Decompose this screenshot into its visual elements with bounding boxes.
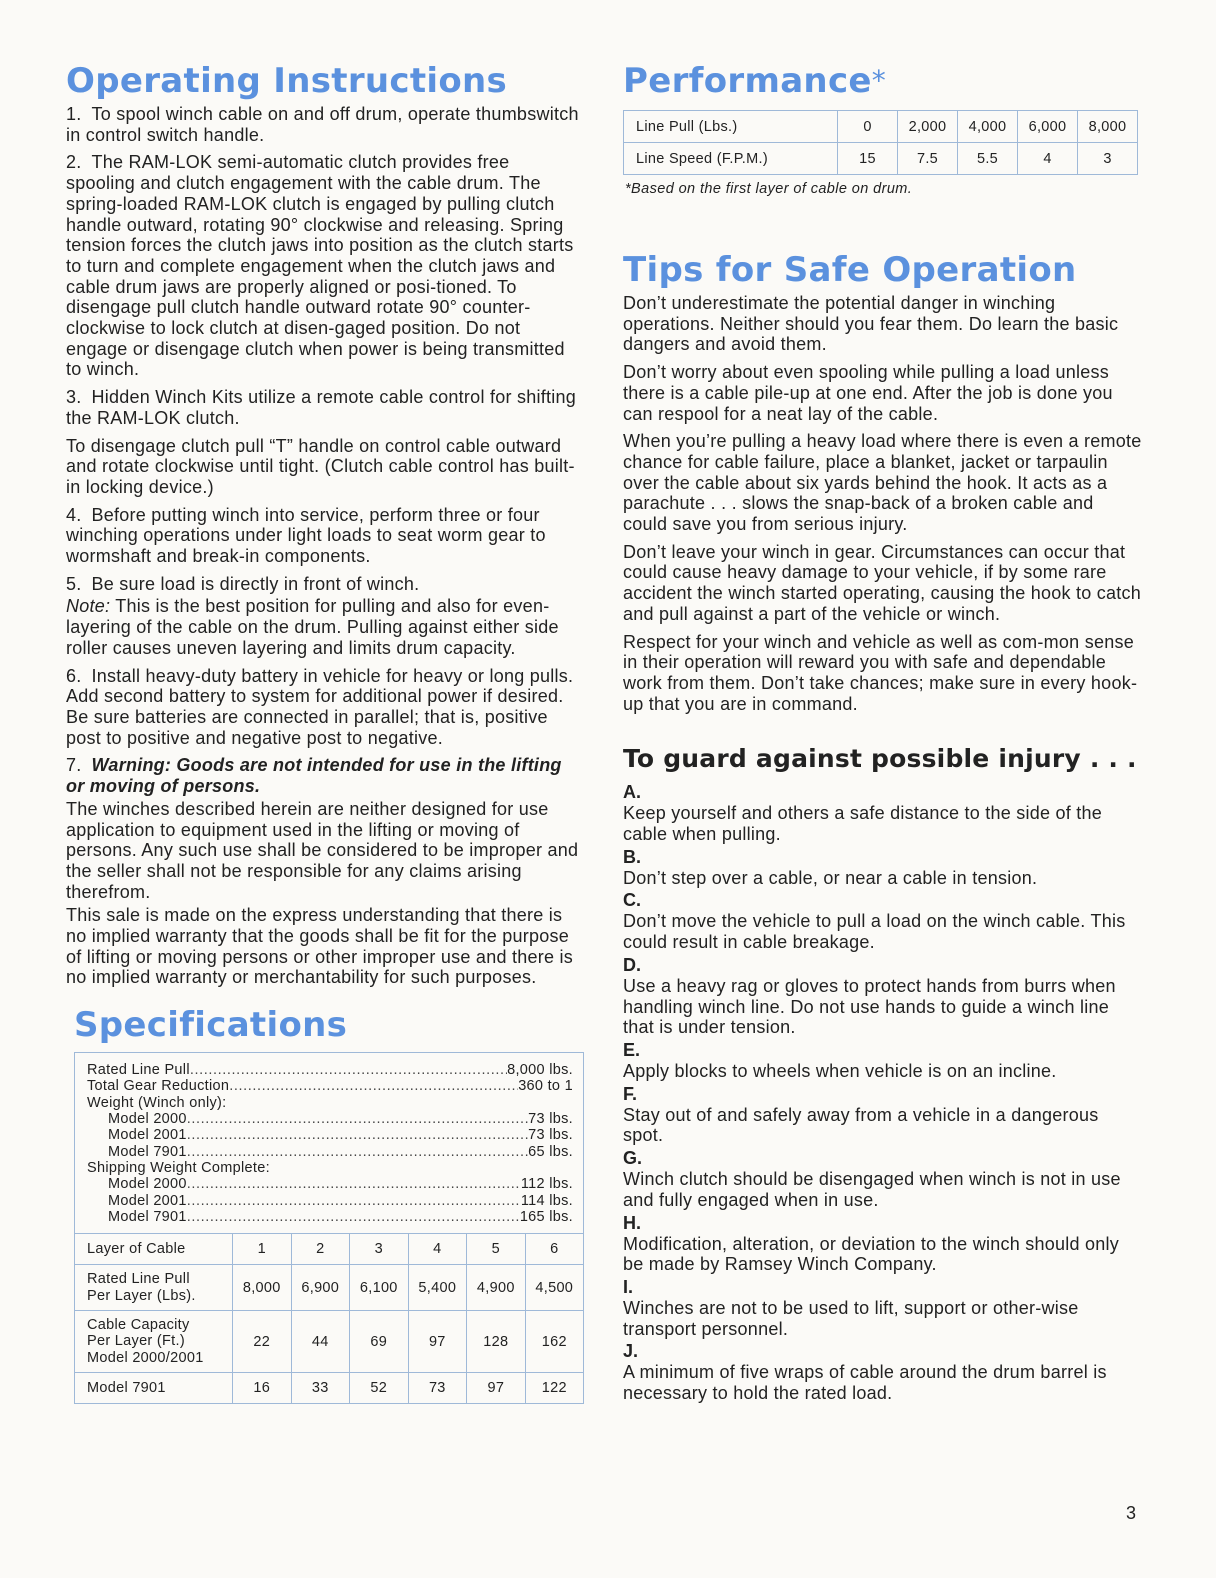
guard-letter: J. bbox=[623, 1341, 639, 1362]
layer-cell: 1 bbox=[233, 1234, 292, 1265]
layer-cell: 6 bbox=[525, 1234, 583, 1265]
pull-cell: 8,000 bbox=[233, 1265, 292, 1311]
model7901-cell: 52 bbox=[350, 1373, 409, 1403]
table-row bbox=[75, 1373, 583, 1403]
spec-weight-label: Weight (Winch only): bbox=[87, 1094, 227, 1111]
model7901-cell: 73 bbox=[408, 1373, 467, 1403]
tips-heading: Tips for Safe Operation bbox=[623, 250, 1077, 290]
layer-cell: 2 bbox=[291, 1234, 350, 1265]
line-pull-label: Line Pull (Lbs.) bbox=[624, 111, 838, 143]
capacity-cell: 162 bbox=[525, 1311, 583, 1373]
pull-cell: 6,100 bbox=[350, 1265, 409, 1311]
table-row bbox=[624, 111, 1138, 143]
guard-text: Don’t move the vehicle to pull a load on the winch cable. This could result in cable breakage. bbox=[623, 911, 1126, 953]
line-pull-cell: 0 bbox=[838, 111, 898, 143]
capacity-label: Cable Capacity Per Layer (Ft.) Model 2000/2001 bbox=[75, 1311, 233, 1373]
page-number: 3 bbox=[1126, 1503, 1137, 1523]
pull-cell: 4,500 bbox=[525, 1265, 583, 1311]
line-speed-cell: 3 bbox=[1078, 143, 1138, 175]
capacity-cell: 97 bbox=[408, 1311, 467, 1373]
tip-paragraph: When you’re pulling a heavy load where there is even a remote chance for cable failure, place a blanket, jacket or tarpaulin over the cable about six yards behind the hook. It acts as a parachute . . . slows the snap-back of a broken cable and could save you from serious injury. bbox=[623, 431, 1142, 535]
table-row bbox=[624, 143, 1138, 175]
tip-paragraph: Don’t leave your winch in gear. Circumstances can occur that could cause heavy damage to your vehicle, if by some rare accident the winch started operating, causing the hook to catch and pull against a part of the vehicle or winch. bbox=[623, 541, 1142, 624]
capacity-cell: 22 bbox=[233, 1311, 292, 1373]
line-pull-cell: 4,000 bbox=[958, 111, 1018, 143]
guard-text: Winch clutch should be disengaged when winch is not in use and fully engaged when in use. bbox=[623, 1169, 1121, 1210]
performance-footnote: *Based on the first layer of cable on drum. bbox=[625, 181, 913, 197]
pull-cell: 5,400 bbox=[408, 1265, 467, 1311]
line-speed-cell: 4 bbox=[1018, 143, 1078, 175]
guard-heading: To guard against possible injury . . . bbox=[623, 744, 1137, 774]
instruction-5: 5. Be sure load is directly in front of winch. bbox=[66, 573, 420, 594]
spec-weight-7901: Model 7901 ..... 65 lbs. bbox=[87, 1144, 573, 1160]
guard-letter: B. bbox=[623, 846, 641, 867]
guard-text: A minimum of five wraps of cable around the drum barrel is necessary to hold the rated load. bbox=[623, 1362, 1107, 1404]
instruction-3b: To disengage clutch pull “T” handle on control cable outward and rotate clockwise until tight. (Clutch cable control has built-in locking device.) bbox=[66, 435, 575, 497]
instruction-7-text: The winches described herein are neither designed for use application to equipment used in the lifting or moving of persons. Any such use shall be considered to be improper and the seller shall not be responsible for any claims arising therefrom. bbox=[66, 798, 579, 902]
guard-text: Don’t step over a cable, or near a cable in tension. bbox=[623, 867, 1038, 888]
instruction-5-note: Note: This is the best position for pulling and also for even-layering of the cable on the drum. Pulling against either side roller causes uneven layering and limits drum capacity. bbox=[66, 596, 559, 658]
spec-shipping-label: Shipping Weight Complete: bbox=[87, 1159, 270, 1176]
guard-text: Modification, alteration, or deviation to the winch should only be made by Ramsey Winch Company. bbox=[623, 1233, 1120, 1275]
right-column bbox=[623, 58, 1143, 1406]
instruction-6: 6. Install heavy-duty battery in vehicle for heavy or long pulls. Add second battery to system for additional power if desired. Be sure batteries are connected in parallel; that is, positive post to positive and negative post to negative. bbox=[66, 665, 574, 748]
guard-text: Stay out of and safely away from a vehicle in a dangerous spot. bbox=[623, 1104, 1099, 1146]
instruction-4: 4. Before putting winch into service, perform three or four winching operations under light loads to seat worm gear to wormshaft and break-in components. bbox=[66, 504, 546, 567]
line-speed-cell: 15 bbox=[838, 143, 898, 175]
specifications-heading: Specifications bbox=[74, 1005, 348, 1046]
model7901-label: Model 7901 bbox=[75, 1373, 233, 1403]
capacity-cell: 44 bbox=[291, 1311, 350, 1373]
guard-text: Apply blocks to wheels when vehicle is on an incline. bbox=[623, 1060, 1057, 1081]
instruction-1: 1. To spool winch cable on and off drum, operate thumbswitch in control switch handle. bbox=[66, 104, 579, 145]
guard-letter: A. bbox=[623, 782, 641, 803]
line-pull-cell: 8,000 bbox=[1078, 111, 1138, 143]
instruction-7-warning: 7. Warning: Goods are not intended for use in the lifting or moving of persons. bbox=[66, 755, 562, 797]
model7901-cell: 33 bbox=[291, 1373, 350, 1403]
pull-cell: 6,900 bbox=[291, 1265, 350, 1311]
capacity-cell: 69 bbox=[350, 1311, 409, 1373]
table-row bbox=[75, 1311, 583, 1373]
model7901-cell: 16 bbox=[233, 1373, 292, 1403]
instruction-2: 2. The RAM-LOK semi-automatic clutch provides free spooling and clutch engagement with the cable drum. The spring-loaded RAM-LOK clutch is engaged by pulling clutch handle outward, rotating 90° clockwise and releasing. Spring tension forces the clutch jaws into position as the clutch starts to turn and complete engagement when the clutch jaws and cable drum jaws are properly aligned or posi-tioned. To disengage pull clutch handle outward rotate 90° counter-clockwise to lock clutch at disen-gaged position. Do not engage or disengage clutch when power is being transmitted to winch. bbox=[66, 152, 574, 380]
tip-paragraph: Don’t underestimate the potential danger in winching operations. Neither should you fear them. Do learn the basic dangers and avoid them. bbox=[623, 293, 1119, 355]
instruction-7-warranty: This sale is made on the express understanding that there is no implied warranty that the goods shall be fit for the purpose of lifting or moving persons or other improper use and there is no implied warranty or merchantability for such purposes. bbox=[66, 905, 573, 988]
guard-letter: G. bbox=[623, 1148, 643, 1169]
left-column bbox=[66, 58, 582, 1404]
guard-text: Use a heavy rag or gloves to protect hands from burrs when handling winch line. Do not use hands to guide a winch line that is under tension. bbox=[623, 975, 1116, 1038]
line-pull-cell: 6,000 bbox=[1018, 111, 1078, 143]
model7901-cell: 122 bbox=[525, 1373, 583, 1403]
layer-label: Layer of Cable bbox=[75, 1234, 233, 1265]
line-speed-cell: 5.5 bbox=[958, 143, 1018, 175]
spec-shipping-2001: Model 2001 ..... 114 lbs. bbox=[87, 1193, 573, 1209]
line-pull-cell: 2,000 bbox=[898, 111, 958, 143]
pull-label: Rated Line Pull Per Layer (Lbs). bbox=[75, 1265, 233, 1311]
table-row bbox=[75, 1234, 583, 1265]
guard-text: Keep yourself and others a safe distance to the side of the cable when pulling. bbox=[623, 803, 1103, 845]
spec-gear-reduction: Total Gear Reduction ..... 360 to 1 bbox=[87, 1078, 573, 1094]
spec-weight-2000: Model 2000 ..... 73 lbs. bbox=[87, 1111, 573, 1127]
guard-letter: H. bbox=[623, 1212, 641, 1233]
pull-cell: 4,900 bbox=[467, 1265, 526, 1311]
specifications-box bbox=[74, 1052, 584, 1403]
spec-weight-2001: Model 2001 ..... 73 lbs. bbox=[87, 1127, 573, 1143]
performance-heading: Performance* bbox=[623, 61, 887, 101]
instruction-3: 3. Hidden Winch Kits utilize a remote cable control for shifting the RAM-LOK clutch. bbox=[66, 387, 576, 428]
model7901-cell: 97 bbox=[467, 1373, 526, 1403]
guard-list bbox=[623, 782, 1143, 1403]
tip-paragraph: Respect for your winch and vehicle as well as com-mon sense in their operation will reward you with safe and dependable work from them. Don’t take chances; make sure in every hook-up that you are in command. bbox=[623, 631, 1138, 714]
layer-cell: 4 bbox=[408, 1234, 467, 1265]
guard-letter: D. bbox=[623, 954, 641, 975]
layer-cell: 5 bbox=[467, 1234, 526, 1265]
spec-shipping-2000: Model 2000 ..... 112 lbs. bbox=[87, 1176, 573, 1192]
line-speed-cell: 7.5 bbox=[898, 143, 958, 175]
layer-cell: 3 bbox=[350, 1234, 409, 1265]
guard-letter: C. bbox=[623, 890, 641, 911]
table-row bbox=[75, 1265, 583, 1311]
spec-rated-line-pull: Rated Line Pull ..... 8,000 lbs. bbox=[87, 1062, 573, 1078]
operating-instructions-heading: Operating Instructions bbox=[66, 61, 508, 101]
spec-list bbox=[75, 1053, 583, 1233]
tip-paragraph: Don’t worry about even spooling while pulling a load unless there is a cable pile-up at one end. After the job is done you can respool for a neat lay of the cable. bbox=[623, 362, 1113, 424]
guard-text: Winches are not to be used to lift, support or other-wise transport personnel. bbox=[623, 1297, 1079, 1339]
performance-table bbox=[623, 110, 1138, 175]
guard-letter: E. bbox=[623, 1039, 641, 1060]
capacity-cell: 128 bbox=[467, 1311, 526, 1373]
guard-letter: F. bbox=[623, 1083, 638, 1104]
spec-shipping-7901: Model 7901 ..... 165 lbs. bbox=[87, 1209, 573, 1225]
guard-letter: I. bbox=[623, 1276, 634, 1297]
cable-layer-table bbox=[75, 1233, 583, 1403]
line-speed-label: Line Speed (F.P.M.) bbox=[624, 143, 838, 175]
